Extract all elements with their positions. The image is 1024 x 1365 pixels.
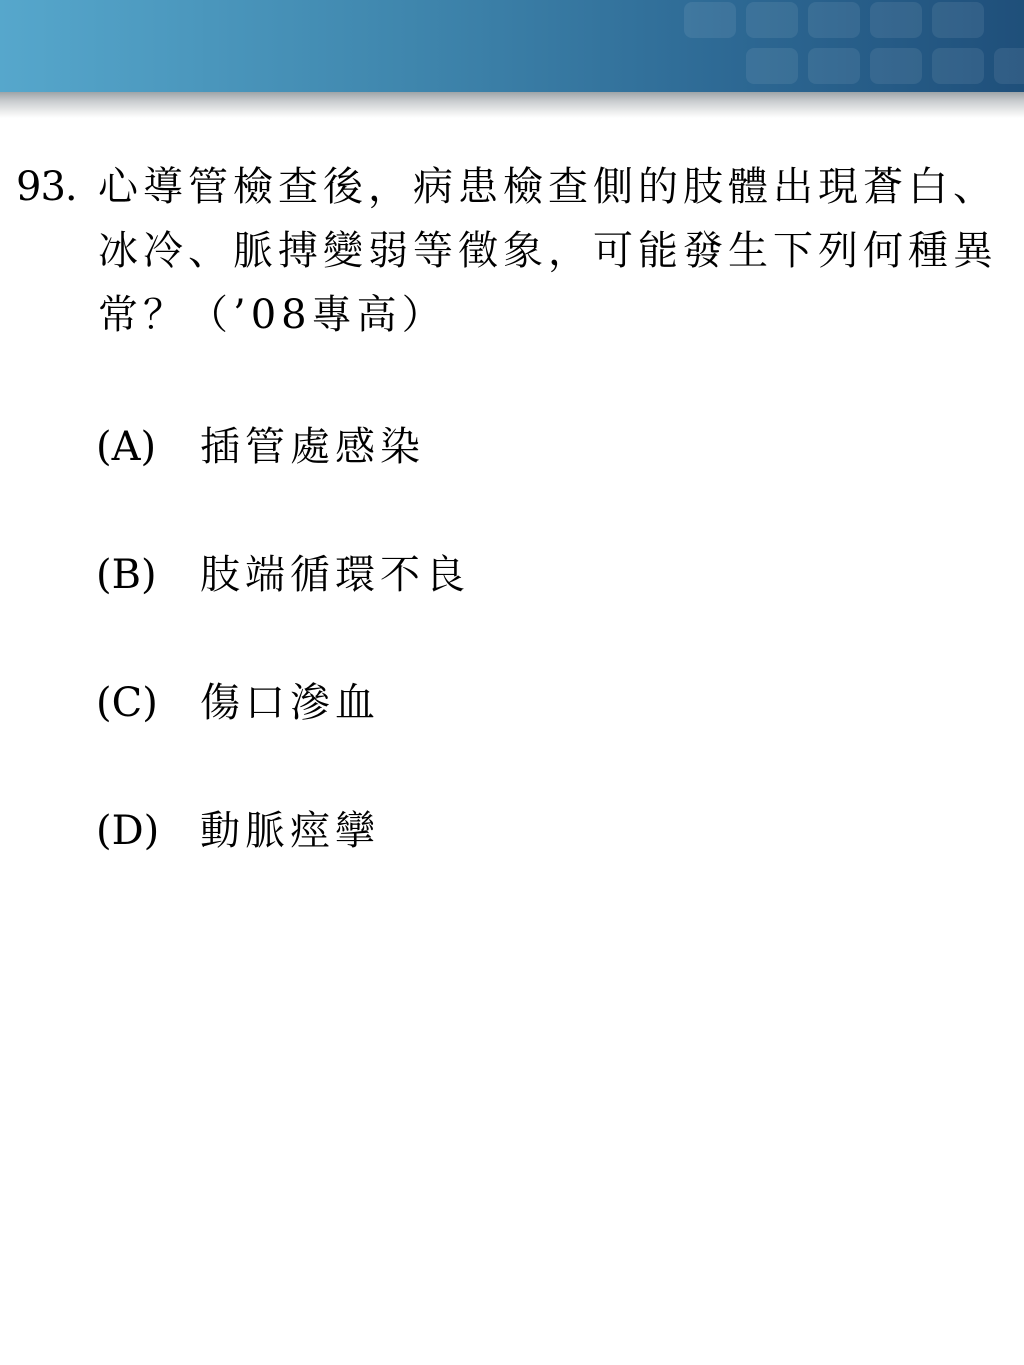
option-a <box>96 415 796 543</box>
option-c-letter: (C) <box>96 680 158 726</box>
option-b <box>96 543 796 671</box>
answer-options <box>96 415 796 927</box>
header-shadow-divider <box>0 92 1024 118</box>
option-b-text: 肢端循環不良 <box>200 552 470 598</box>
option-d-letter: (D) <box>96 808 160 854</box>
option-a-letter: (A) <box>96 424 157 470</box>
option-d-text: 動脈痙攣 <box>200 808 380 854</box>
option-c <box>96 671 796 799</box>
option-a-text: 插管處感染 <box>200 424 425 470</box>
question-number: 93. <box>16 164 77 210</box>
option-d <box>96 799 796 927</box>
question-text: 心導管檢查後，病患檢查側的肢體出現蒼白、冰冷、脈搏變弱等徵象，可能發生下列何種異常？（’08專高） <box>98 164 998 338</box>
decorative-tile-pattern <box>664 0 1024 92</box>
header-banner <box>0 0 1024 92</box>
option-b-letter: (B) <box>96 552 157 598</box>
option-c-text: 傷口滲血 <box>200 680 380 726</box>
